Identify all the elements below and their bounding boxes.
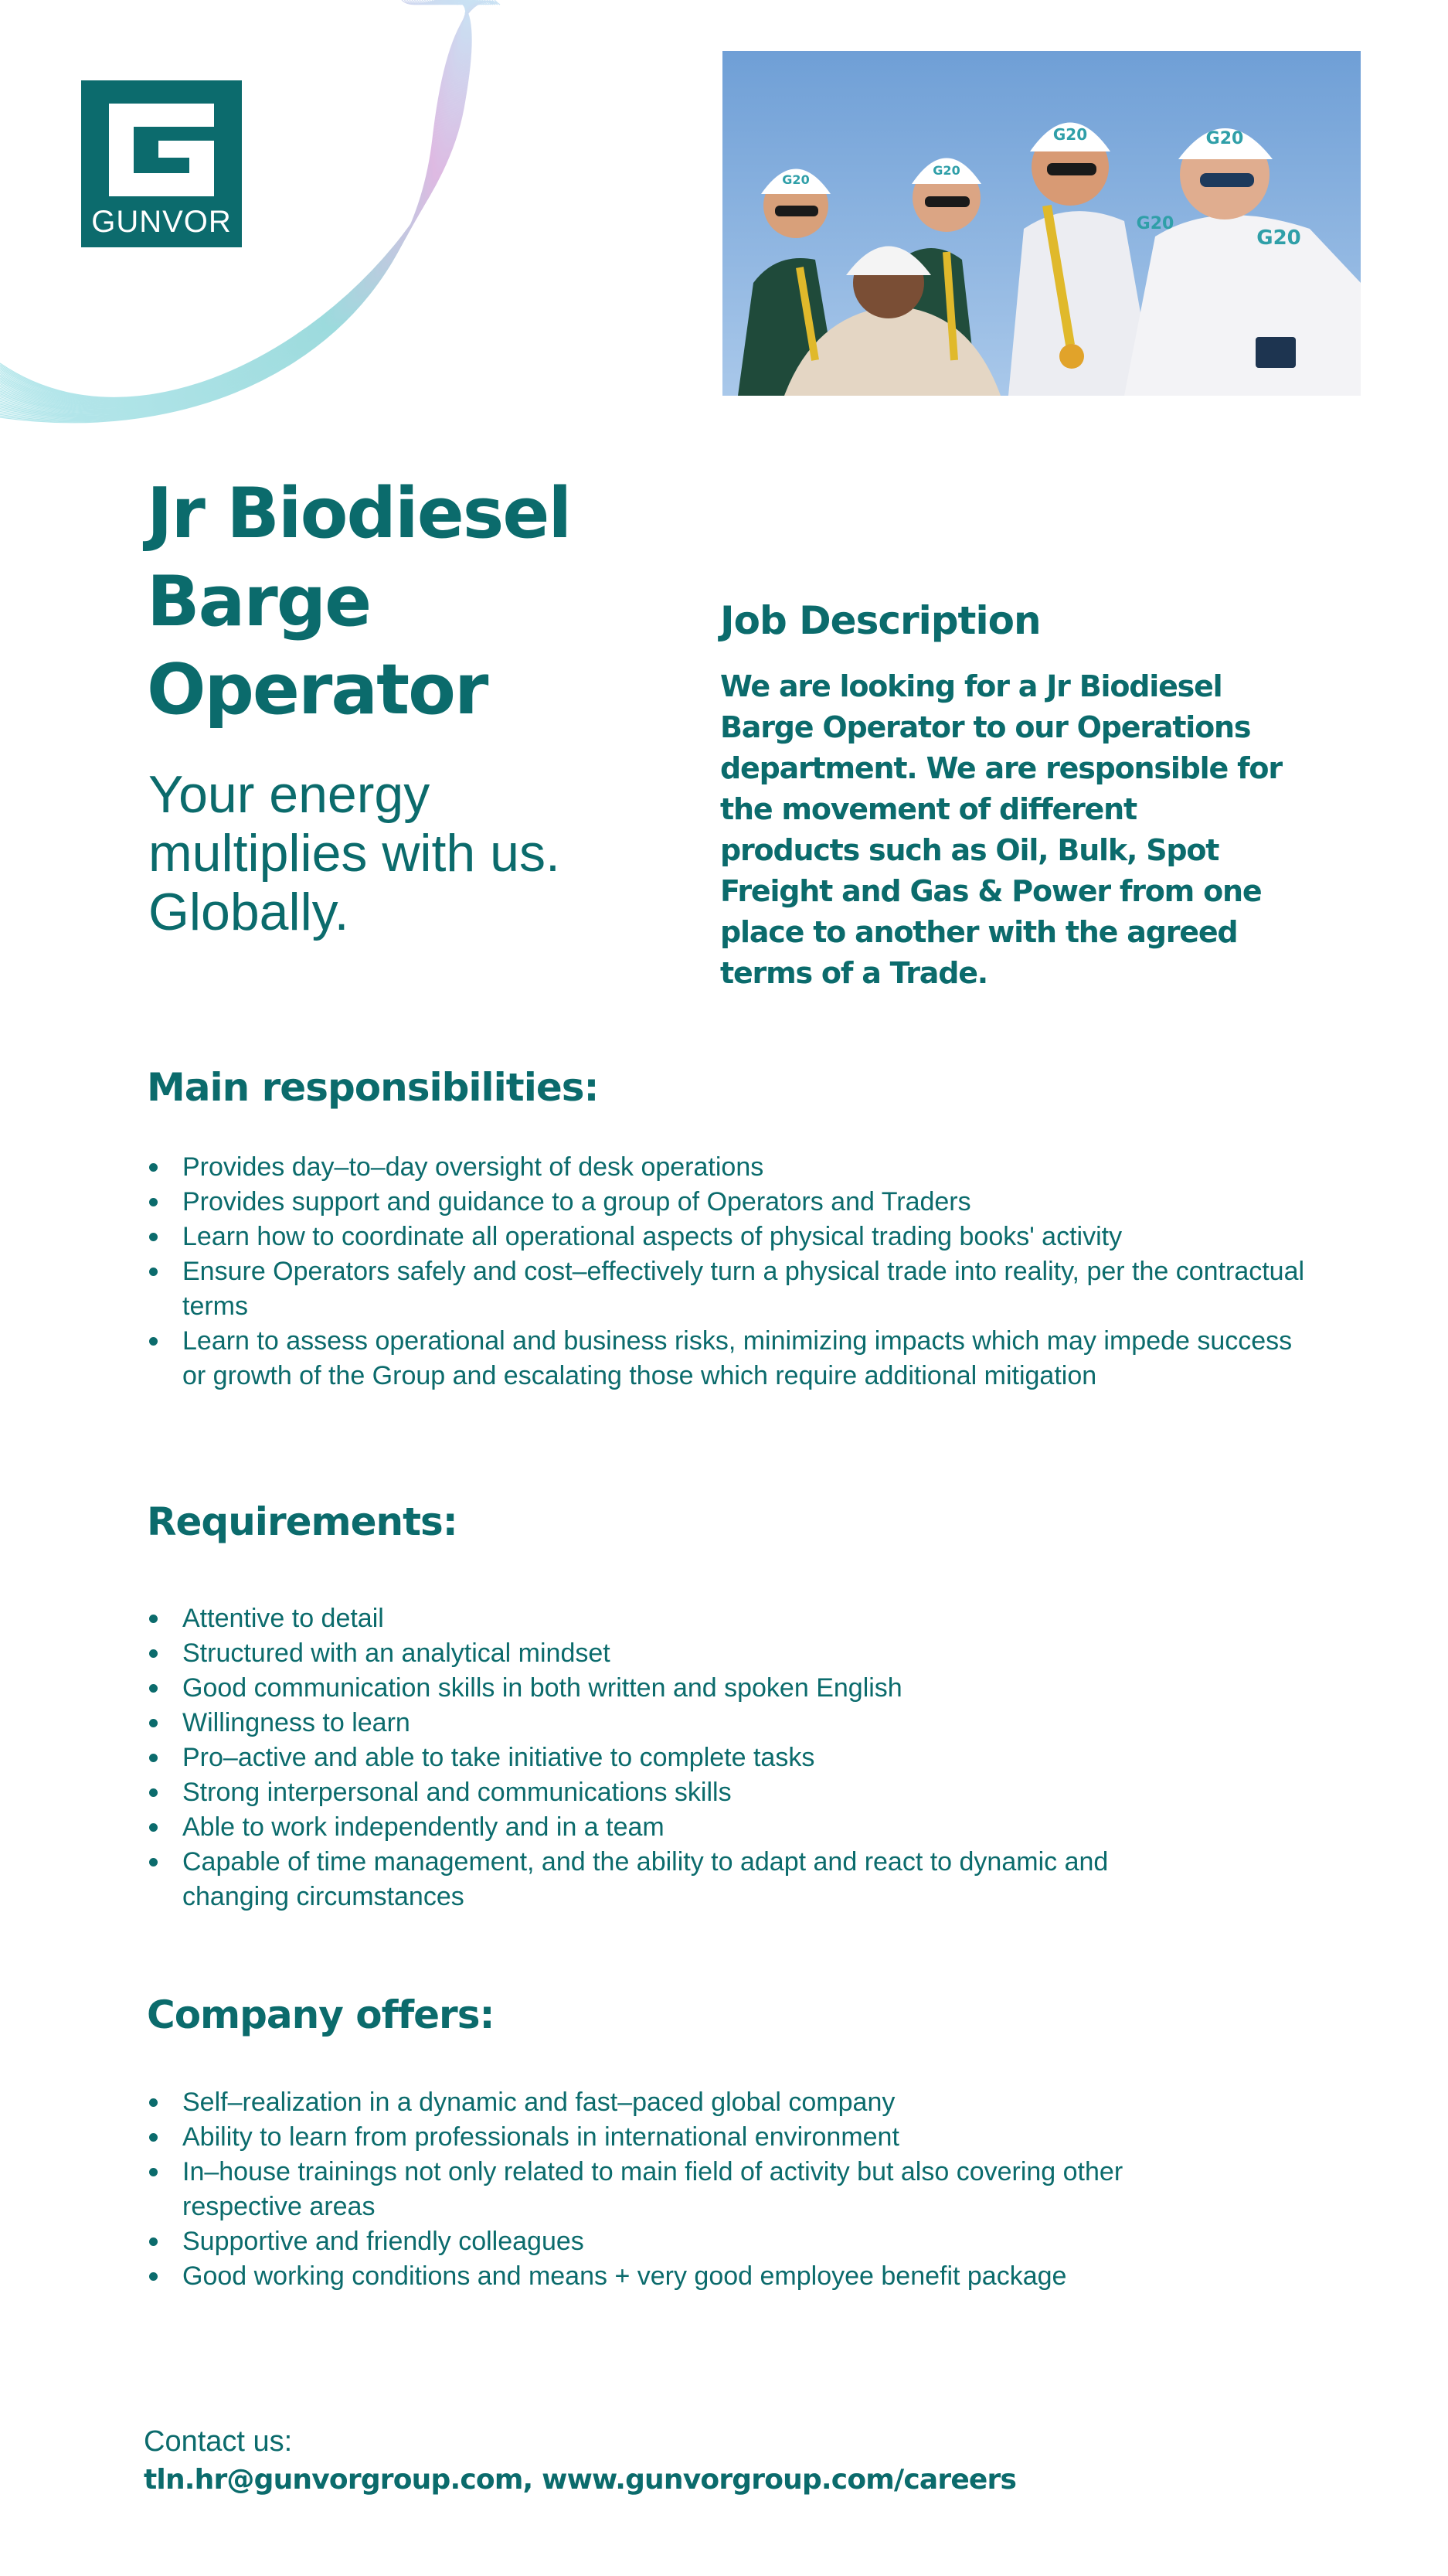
gunvor-logo <box>81 80 242 247</box>
tagline <box>148 765 689 941</box>
company-offers-list <box>147 2085 1151 2294</box>
wave-line <box>0 0 486 418</box>
requirements-heading: Requirements: <box>147 1499 457 1544</box>
job-description-text: We are looking for a Jr Biodiesel Barge Operator to our Operations department. We are responsible for the movement of different products such as Oil, Bulk, Spot Freight and Gas & Power from one place to another with the agreed terms of a Trade. <box>720 669 1282 990</box>
list-item: Capable of time management, and the ability to adapt and react to dynamic and changing circumstances <box>147 1845 1151 1914</box>
list-item: Ensure Operators safely and cost–effectively turn a physical trade into reality, per the contractual terms <box>147 1254 1306 1324</box>
job-title-line: Operator <box>147 649 488 730</box>
list-item: Good communication skills in both written and spoken English <box>147 1671 1151 1706</box>
shirt-logo-text: G20 <box>1256 226 1301 250</box>
shirt-logo-text: G20 <box>1136 214 1174 233</box>
responsibilities-heading: Main responsibilities: <box>147 1065 599 1110</box>
cap-logo-text: G20 <box>1205 129 1244 148</box>
list-item: Provides support and guidance to a group of Operators and Traders <box>147 1185 1306 1220</box>
tagline-line: Globally. <box>148 883 349 941</box>
list-item: Good working conditions and means + very good employee benefit package <box>147 2259 1151 2294</box>
cap-logo-text: G20 <box>1052 125 1088 144</box>
contact-details: tln.hr@gunvorgroup.com, www.gunvorgroup.com/careers <box>144 2464 1017 2496</box>
team-photo <box>722 51 1361 396</box>
list-item: Attentive to detail <box>147 1601 1151 1636</box>
contact-label: Contact us: <box>144 2425 293 2458</box>
wave-line <box>0 0 500 423</box>
list-item: Structured with an analytical mindset <box>147 1636 1151 1671</box>
wave-line <box>0 0 498 422</box>
list-item: Self–realization in a dynamic and fast–paced global company <box>147 2085 1151 2120</box>
job-title-line: Jr Biodiesel <box>147 473 571 554</box>
cap-logo-text: G20 <box>933 163 960 178</box>
logo-wordmark: GUNVOR <box>91 205 232 239</box>
wave-line <box>0 0 488 418</box>
responsibilities-list <box>147 1150 1306 1393</box>
company-offers-heading: Company offers: <box>147 1992 495 2037</box>
list-item: Able to work independently and in a team <box>147 1810 1151 1845</box>
tagline-line: multiplies with us. <box>148 824 560 883</box>
list-item: Pro–active and able to take initiative to complete tasks <box>147 1741 1151 1775</box>
cap-logo-text: G20 <box>782 172 810 187</box>
gunvor-g-mark-icon <box>109 104 214 196</box>
list-item: Supportive and friendly colleagues <box>147 2224 1151 2259</box>
list-item: In–house trainings not only related to main field of activity but also covering other respective areas <box>147 2155 1151 2224</box>
list-item: Ability to learn from professionals in international environment <box>147 2120 1151 2155</box>
list-item: Willingness to learn <box>147 1706 1151 1741</box>
tagline-line: Your energy <box>148 765 430 824</box>
list-item: Learn how to coordinate all operational aspects of physical trading books' activity <box>147 1220 1306 1254</box>
job-description-heading: Job Description <box>720 598 1041 643</box>
wave-line <box>0 0 484 417</box>
job-title-line: Barge <box>147 561 371 642</box>
job-title <box>147 470 641 734</box>
list-item: Learn to assess operational and business risks, minimizing impacts which may impede success or growth of the Group and escalating those which require additional mitigation <box>147 1324 1306 1393</box>
list-item: Provides day–to–day oversight of desk operations <box>147 1150 1306 1185</box>
list-item: Strong interpersonal and communications skills <box>147 1775 1151 1810</box>
requirements-list <box>147 1601 1151 1914</box>
